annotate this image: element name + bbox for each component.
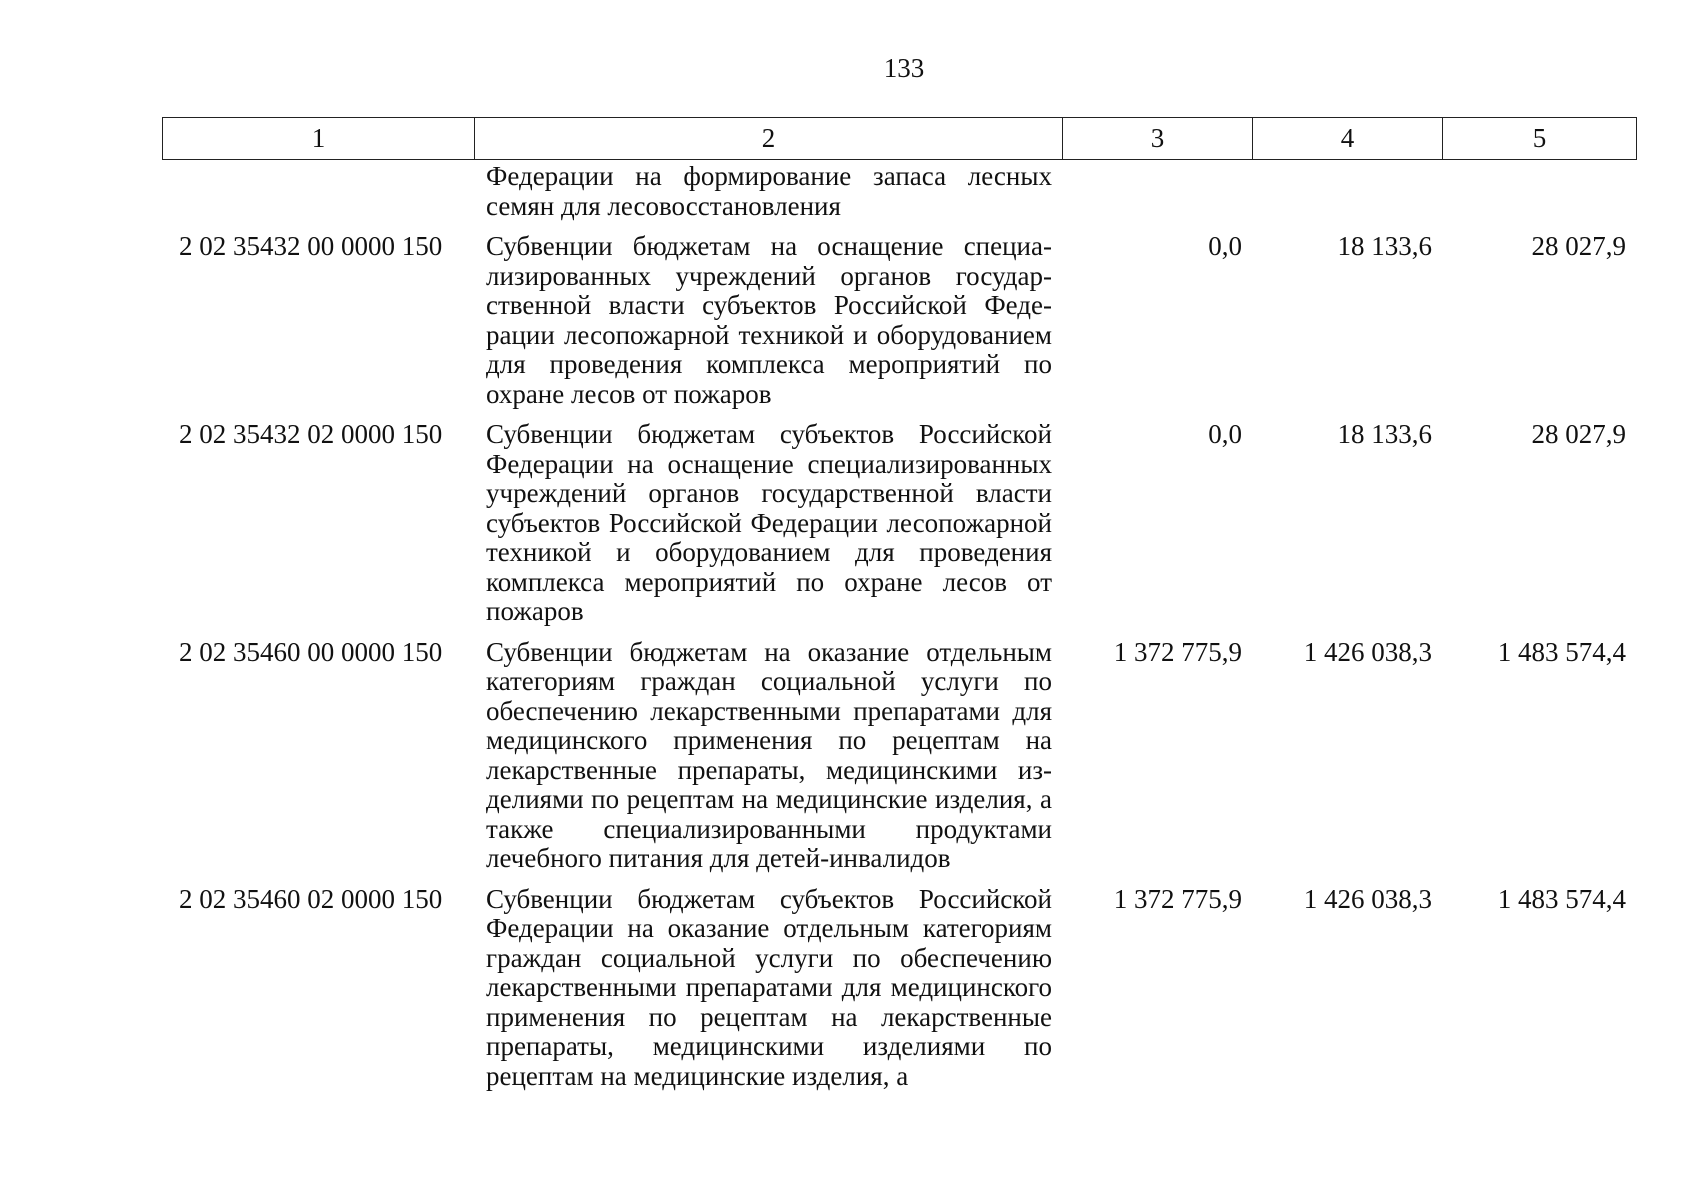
header-col-1: 1 [163, 118, 475, 160]
row-value-col5: 28 027,9 [1531, 419, 1626, 449]
row-description: Субвенции бюджетам субъектов Российской Федерации на оснащение специализированных учреждений органов государственной власти субъектов Российской Федерации лесопожарной техникой и оборудованием для проведения комплекса мероприятий по охране лесов от пожаров [486, 419, 1052, 626]
row-description: Субвенции бюджетам на оснащение специализированных учреждений органов государственной власти субъектов Российской Федерации лесопожарной техникой и оборудованием для проведения комплекса мероприятий по охране лесов от пожаров [486, 231, 1052, 409]
header-col-2: 2 [475, 118, 1063, 160]
table-row [162, 221, 1636, 409]
header-col-5: 5 [1443, 118, 1637, 160]
row-value-col5: 1 483 574,4 [1497, 883, 1626, 914]
row-code: 2 02 35460 02 0000 150 [179, 883, 443, 914]
row-description: Субвенции бюджетам на оказание отдельным категориям граждан социальной услуги по обеспечению лекарственными препаратами для медицинского применения по рецептам на лекарственные препараты, медицинскими изделиями по рецептам на медицинские изделия, а также специализированными продуктами лечебного питания для детей-инвалидов [486, 636, 1052, 873]
continuation-text: Федерации на формирование запаса лесных семян для лесовосстановления [486, 161, 1052, 221]
row-value-col4: 18 133,6 [1337, 419, 1432, 449]
header-row [163, 118, 1637, 160]
row-value-col4: 18 133,6 [1337, 231, 1432, 261]
row-description: Субвенции бюджетам субъектов Российской Федерации на оказание отдельным категориям граждан социальной услуги по обеспечению лекарственными препаратами для медицинского применения по рецептам на лекарственные препараты, медицинскими изделиями по рецептам на медицинские изделия, а [486, 883, 1052, 1091]
row-value-col5: 28 027,9 [1531, 231, 1626, 261]
table-row [162, 409, 1636, 627]
row-code: 2 02 35460 00 0000 150 [179, 636, 443, 667]
row-value-col4: 1 426 038,3 [1303, 636, 1432, 667]
row-code: 2 02 35432 02 0000 150 [179, 419, 443, 449]
row-value-col3: 0,0 [1208, 231, 1242, 261]
table-body [162, 162, 1636, 1091]
continuation-row [162, 162, 1636, 221]
row-value-col3: 1 372 775,9 [1113, 636, 1242, 667]
row-code: 2 02 35432 00 0000 150 [179, 231, 443, 261]
header-col-4: 4 [1253, 118, 1443, 160]
row-value-col4: 1 426 038,3 [1303, 883, 1432, 914]
table-header [162, 117, 1637, 160]
page-number: 133 [883, 53, 925, 83]
row-value-col3: 1 372 775,9 [1113, 883, 1242, 914]
header-col-3: 3 [1063, 118, 1253, 160]
table-row [162, 874, 1636, 1092]
row-value-col3: 0,0 [1208, 419, 1242, 449]
table-row [162, 627, 1636, 874]
row-value-col5: 1 483 574,4 [1497, 636, 1626, 667]
